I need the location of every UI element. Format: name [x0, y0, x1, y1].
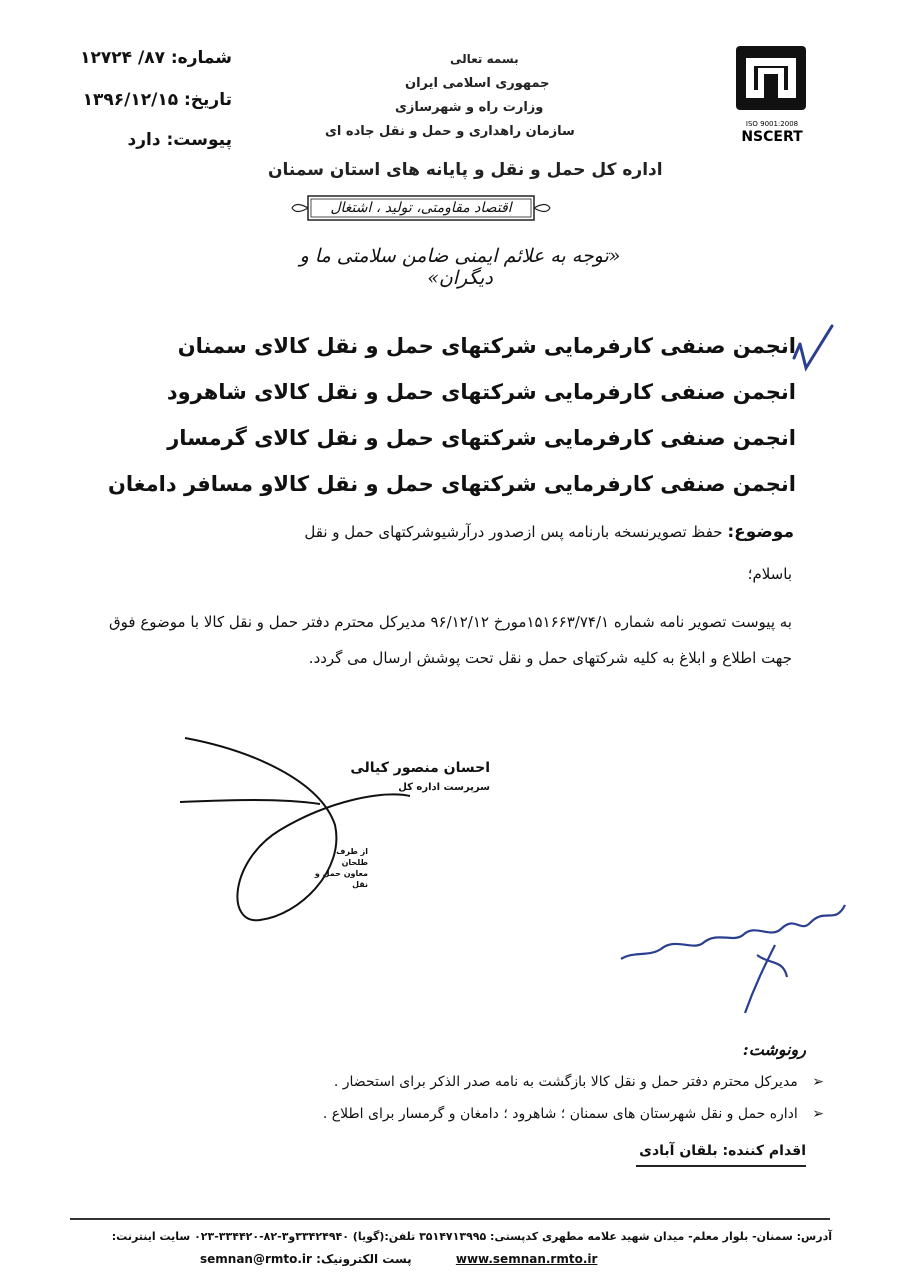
on-behalf-line2: معاون حمل و نقل	[314, 869, 368, 889]
arrow-bullet-icon: ➢	[812, 1106, 824, 1122]
footer-divider	[70, 1218, 830, 1220]
on-behalf-line1: از طرف طلحان	[336, 847, 368, 867]
signer-title: سرپرست اداره کل	[398, 782, 490, 793]
copy-item	[184, 1106, 824, 1122]
subject-line	[94, 519, 794, 545]
recipient-line: انجمن صنفی کارفرمایی شرکتهای حمل و نقل کالای سمنان	[177, 334, 796, 358]
number-value: ۸۷/ ۱۲۷۲۴	[80, 48, 165, 68]
organization-name: سازمان راهداری و حمل و نقل جاده ای	[325, 124, 575, 139]
ministry-name: وزارت راه و شهرسازی	[395, 100, 544, 115]
slogan-stamp	[290, 193, 552, 223]
signature-block	[310, 760, 490, 793]
on-behalf-note	[310, 846, 368, 890]
recipient-line: انجمن صنفی کارفرمایی شرکتهای حمل و نقل کالاو مسافر دامغان	[108, 472, 796, 496]
number-label: شماره:	[170, 48, 232, 68]
organization-logo	[732, 44, 812, 144]
recipient-line: انجمن صنفی کارفرمایی شرکتهای حمل و نقل کالای گرمسار	[167, 426, 796, 450]
footer-website-link[interactable]: www.semnan.rmto.ir	[455, 1252, 598, 1266]
attachment-value: دارد	[127, 130, 161, 150]
copy-text: مدیرکل محترم دفتر حمل و نقل کالا بازگشت به نامه صدر الذکر برای استحضار .	[333, 1074, 798, 1090]
subject-text: حفظ تصویرنسخه بارنامه پس ازصدور درآرشیوشرکتهای حمل و نقل	[304, 523, 723, 541]
footer-contacts	[200, 1252, 597, 1266]
actor-underline	[636, 1165, 806, 1167]
basmala: بسمه تعالی	[450, 52, 519, 66]
copy-text: اداره حمل و نقل شهرستان های سمنان ؛ شاهرود ؛ دامغان و گرمسار برای اطلاع .	[322, 1106, 798, 1122]
greeting: باسلام؛	[747, 565, 792, 583]
recipient-line: انجمن صنفی کارفرمایی شرکتهای حمل و نقل کالای شاهرود	[166, 380, 796, 404]
copy-item	[184, 1074, 824, 1090]
arrow-bullet-icon: ➢	[812, 1074, 824, 1090]
republic-name: جمهوری اسلامی ایران	[405, 76, 550, 91]
handwritten-note	[605, 895, 865, 1035]
signer-name: احسان منصور کیالی	[350, 760, 490, 776]
footer-email-label: پست الکترونیک:	[316, 1252, 412, 1266]
safety-slogan: «توجه به علائم ایمنی ضامن سلامتی ما و دیگران»	[299, 245, 621, 289]
subject-label: موضوع:	[727, 522, 794, 542]
copies-header: رونوشت:	[742, 1040, 806, 1059]
actor-label: اقدام کننده:	[722, 1143, 806, 1159]
actor-value: بلقان آبادی	[639, 1143, 718, 1159]
footer-email[interactable]: semnan@rmto.ir	[200, 1252, 312, 1266]
letter-date	[72, 90, 232, 110]
logo-text: NSCERT	[741, 129, 803, 144]
attachment-label: پیوست:	[166, 130, 232, 150]
letter-body: به پیوست تصویر نامه شماره ۱۵۱۶۶۳/۷۴/۱مورخ ۹۶/۱۲/۱۲ مدیرکل محترم دفتر حمل و نقل کالا با موضوع فوق جهت اطلاع و ابلاغ به کلیه شرکتهای حمل و نقل تحت پوشش ارسال می گردد.	[109, 613, 792, 667]
date-label: تاریخ:	[184, 90, 232, 110]
footer-address: آدرس: سمنان- بلوار معلم- میدان شهید علامه مطهری کدپستی: ۳۵۱۴۷۱۳۹۹۵ تلفن:(گویا) ۳۳۴۲۴۹۴۰و۳-۸۲-۳۳۴۴۲۰-۰۲۳ سایت اینترنت:	[111, 1230, 832, 1243]
letter-number	[72, 48, 232, 68]
date-value: ۱۳۹۶/۱۲/۱۵	[82, 90, 179, 110]
action-officer	[639, 1143, 806, 1159]
stamp-text: اقتصاد مقاومتی، تولید ، اشتغال	[330, 200, 512, 216]
logo-subtext: ISO 9001:2008	[745, 120, 799, 128]
letter-attachment	[72, 130, 232, 150]
department-name: اداره کل حمل و نقل و پایانه های استان سمنان	[268, 160, 663, 180]
